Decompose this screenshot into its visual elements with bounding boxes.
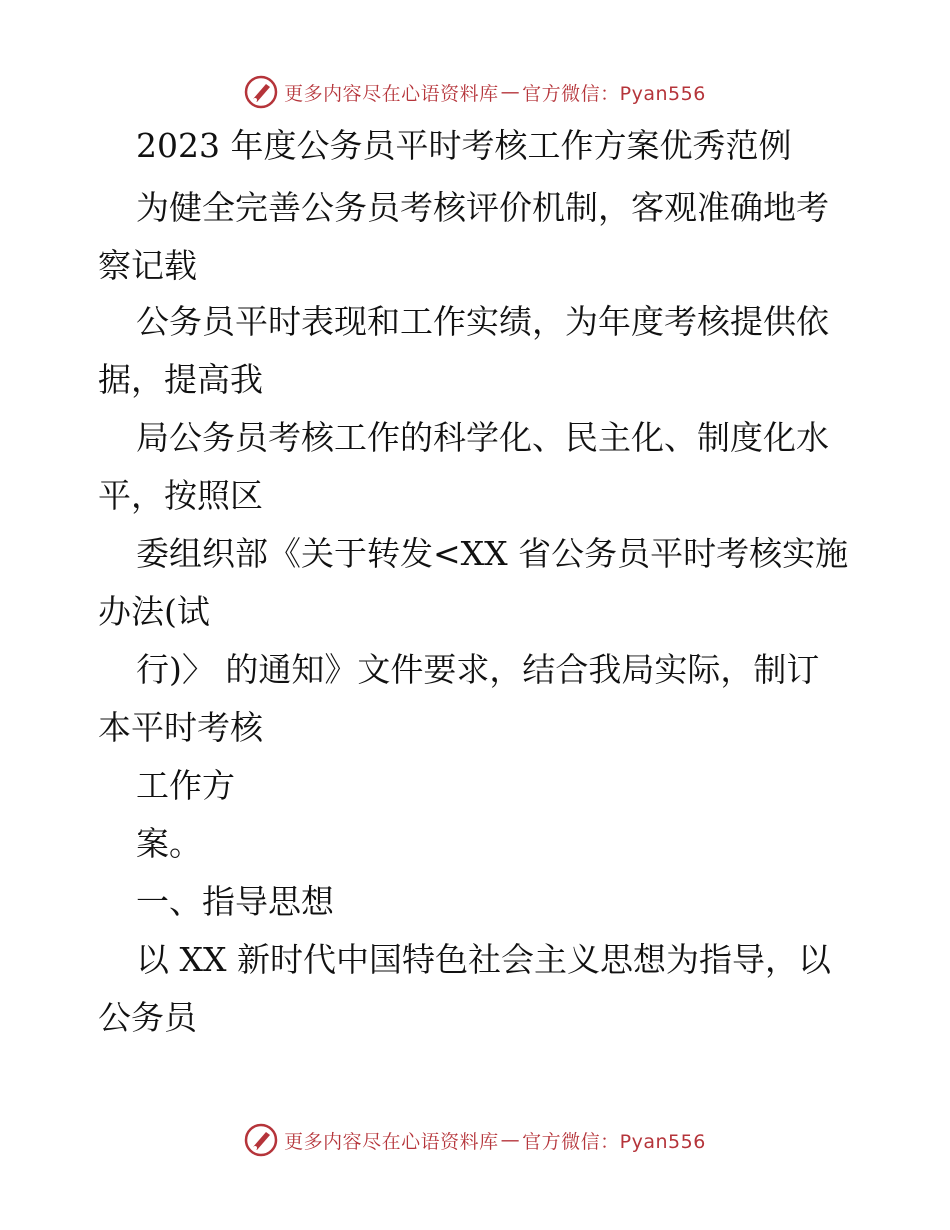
banner-wechat: 官方微信：Pyan556 — [522, 82, 706, 105]
text-line: 以 XX 新时代中国特色社会主义思想为指导，以 — [136, 940, 831, 979]
text-line: 办法(试 — [98, 592, 210, 631]
pen-logo-icon — [244, 75, 278, 109]
header-banner — [0, 72, 950, 112]
text-line: 察记载 — [98, 246, 197, 285]
banner-wechat: 官方微信：Pyan556 — [522, 1130, 706, 1153]
text-line: 行)〉 的通知》文件要求，结合我局实际，制订 — [136, 650, 820, 689]
banner-separator: — — [500, 81, 521, 103]
text-line: 公务员 — [98, 998, 197, 1037]
text-line: 局公务员考核工作的科学化、民主化、制度化水 — [136, 418, 829, 457]
text-line: 据，提高我 — [98, 360, 263, 399]
banner-separator: — — [500, 1129, 521, 1151]
footer-banner — [0, 1120, 950, 1160]
section-heading: 一、指导思想 — [136, 882, 334, 921]
text-line: 为健全完善公务员考核评价机制，客观准确地考 — [136, 188, 829, 227]
document-title: 2023 年度公务员平时考核工作方案优秀范例 — [136, 126, 792, 165]
text-line: 本平时考核 — [98, 708, 263, 747]
banner-title: 更多内容尽在心语资料库 — [284, 82, 499, 105]
pen-logo-icon — [244, 1123, 278, 1157]
text-line: 公务员平时表现和工作实绩，为年度考核提供依 — [136, 302, 829, 341]
text-line: 工作方 — [136, 766, 235, 805]
text-line: 平，按照区 — [98, 476, 263, 515]
text-line: 案。 — [136, 824, 202, 863]
banner-title: 更多内容尽在心语资料库 — [284, 1130, 499, 1153]
text-line: 委组织部《关于转发<XX 省公务员平时考核实施 — [136, 534, 849, 573]
